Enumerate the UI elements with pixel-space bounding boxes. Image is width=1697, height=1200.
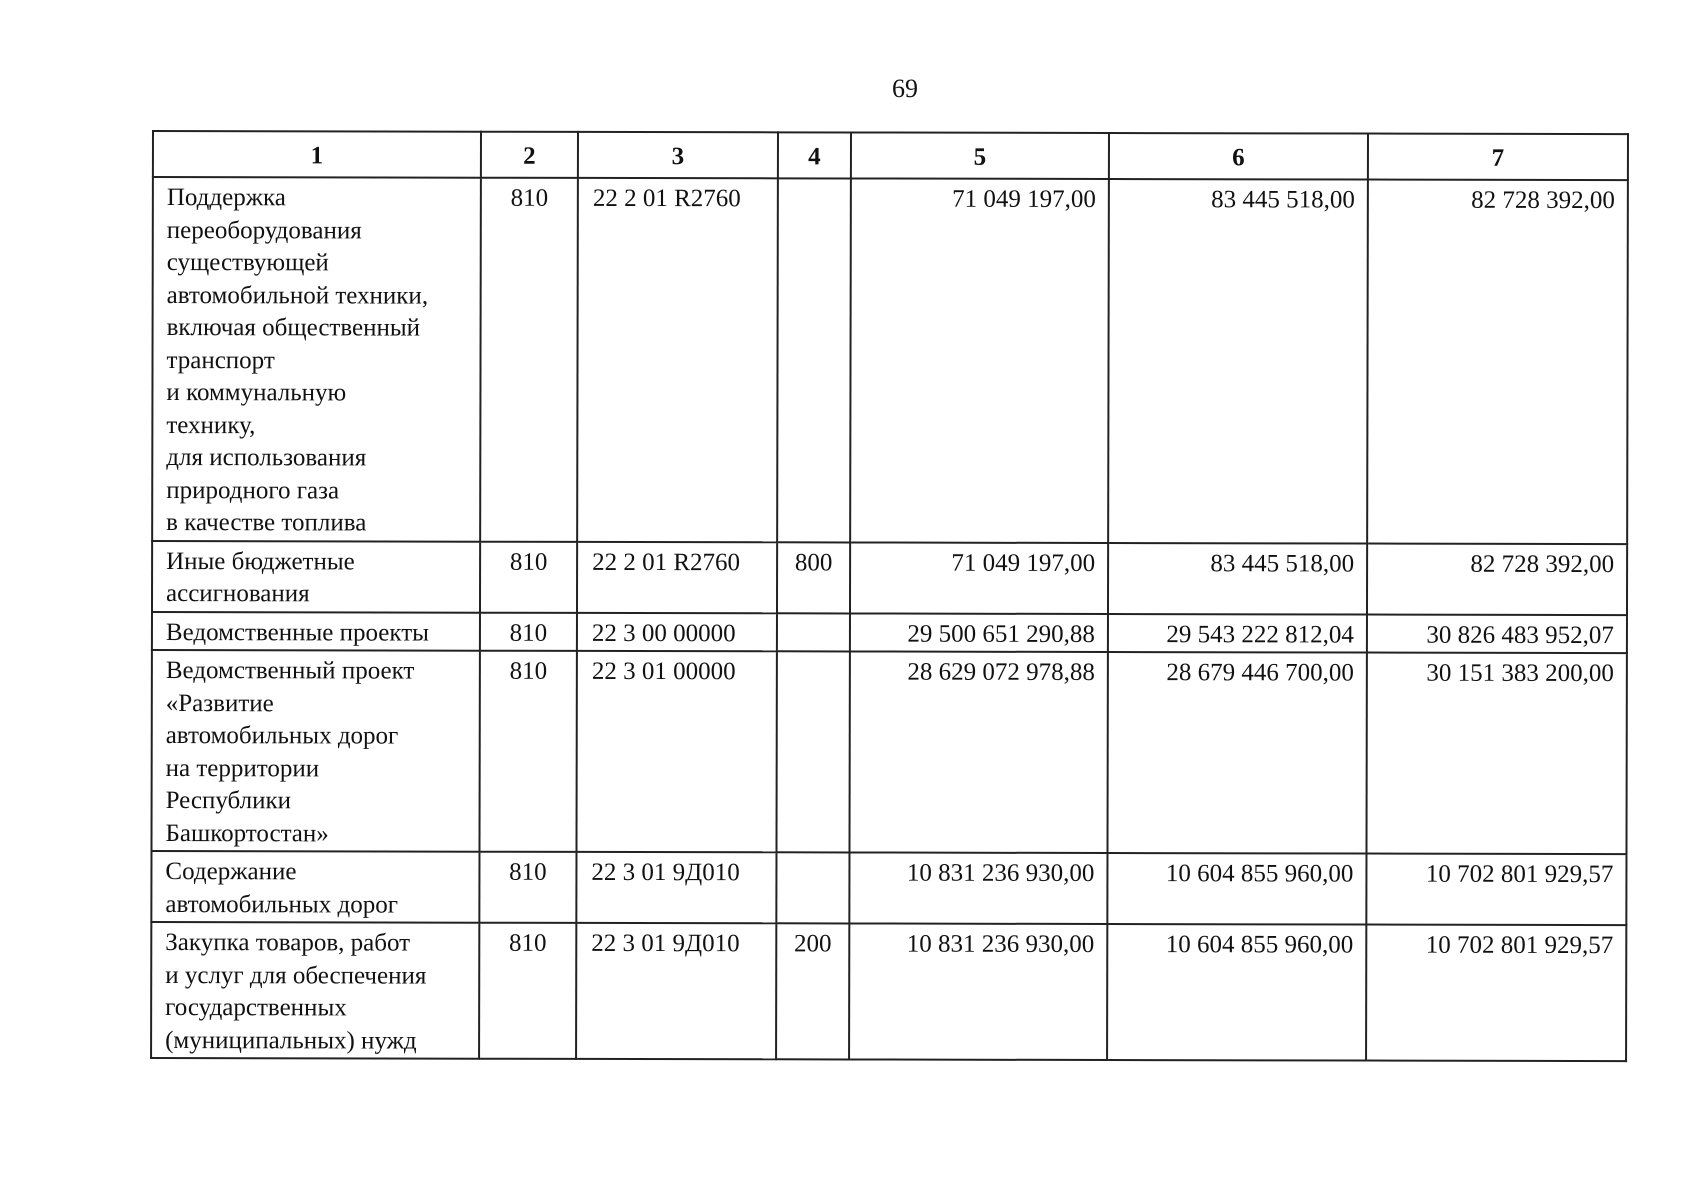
row-value-col5-cell: 10 831 236 930,00 — [849, 852, 1107, 924]
header-col-1: 1 — [153, 131, 481, 178]
row-ministry-code-cell: 810 — [480, 178, 578, 542]
row-value-col5-cell: 71 049 197,00 — [850, 542, 1108, 614]
row-value-col5-cell: 28 629 072 978,88 — [849, 651, 1107, 853]
row-name-cell: Закупка товаров, работ и услуг для обеспечения государственных (муниципальных) нужд — [151, 922, 479, 1059]
row-value-col7-cell: 82 728 392,00 — [1367, 180, 1628, 544]
header-col-4: 4 — [778, 132, 851, 178]
row-value-col6-cell: 28 679 446 700,00 — [1107, 652, 1366, 854]
table-row — [151, 650, 1626, 854]
row-value-col7-cell: 10 702 801 929,57 — [1366, 854, 1626, 926]
row-value-col5-cell: 29 500 651 290,88 — [850, 613, 1108, 652]
row-expense-type-cell: 200 — [776, 923, 849, 1059]
row-value-col6-cell: 83 445 518,00 — [1108, 179, 1368, 543]
row-ministry-code-cell: 810 — [480, 612, 577, 651]
header-col-3: 3 — [578, 132, 778, 178]
row-value-col6-cell: 10 604 855 960,00 — [1107, 853, 1366, 925]
row-target-article-cell: 22 3 01 9Д010 — [576, 923, 776, 1059]
row-target-article-cell: 22 3 01 9Д010 — [576, 852, 776, 923]
row-expense-type-cell — [777, 613, 850, 652]
row-name-cell: Иные бюджетные ассигнования — [152, 541, 480, 613]
row-name-cell: Ведомственные проекты — [152, 612, 480, 651]
header-col-2: 2 — [481, 132, 578, 178]
row-target-article-cell: 22 2 01 R2760 — [577, 178, 778, 542]
page-number: 69 — [892, 74, 918, 103]
row-expense-type-cell — [777, 178, 851, 542]
row-value-col7-cell: 30 826 483 952,07 — [1367, 614, 1627, 653]
row-value-col5-cell: 10 831 236 930,00 — [849, 923, 1107, 1060]
header-col-5: 5 — [851, 132, 1109, 179]
header-col-7: 7 — [1368, 134, 1628, 181]
row-expense-type-cell — [776, 651, 849, 852]
table-row — [151, 922, 1626, 1061]
row-value-col6-cell: 83 445 518,00 — [1108, 543, 1367, 615]
row-value-col7-cell: 10 702 801 929,57 — [1366, 925, 1626, 1062]
budget-table — [150, 130, 1629, 1062]
row-expense-type-cell: 800 — [777, 542, 850, 613]
table-row — [152, 612, 1627, 654]
row-ministry-code-cell: 810 — [479, 651, 576, 852]
row-value-col5-cell: 71 049 197,00 — [850, 178, 1109, 542]
table-row — [151, 851, 1626, 925]
table-row — [152, 541, 1627, 615]
row-expense-type-cell — [776, 852, 849, 923]
row-value-col7-cell: 82 728 392,00 — [1367, 543, 1627, 615]
table-row — [152, 177, 1628, 544]
row-value-col6-cell: 29 543 222 812,04 — [1108, 614, 1367, 653]
row-ministry-code-cell: 810 — [479, 852, 576, 923]
row-target-article-cell: 22 2 01 R2760 — [577, 541, 777, 612]
row-name-cell: Поддержка переоборудования существующей автомобильной техники, включая общественный транспорт и коммунальную технику, для использования природного газа в качестве топлива — [152, 177, 481, 541]
row-target-article-cell: 22 3 01 00000 — [576, 651, 776, 852]
row-target-article-cell: 22 3 00 00000 — [577, 612, 777, 651]
row-name-cell: Ведомственный проект «Развитие автомобильных дорог на территории Республики Башкортостан» — [151, 650, 479, 852]
header-row — [153, 131, 1628, 180]
row-ministry-code-cell: 810 — [480, 541, 577, 612]
row-ministry-code-cell: 810 — [479, 923, 576, 1059]
row-value-col7-cell: 30 151 383 200,00 — [1366, 653, 1626, 855]
header-col-6: 6 — [1109, 133, 1368, 180]
row-value-col6-cell: 10 604 855 960,00 — [1107, 924, 1366, 1061]
row-name-cell: Содержание автомобильных дорог — [151, 851, 479, 923]
